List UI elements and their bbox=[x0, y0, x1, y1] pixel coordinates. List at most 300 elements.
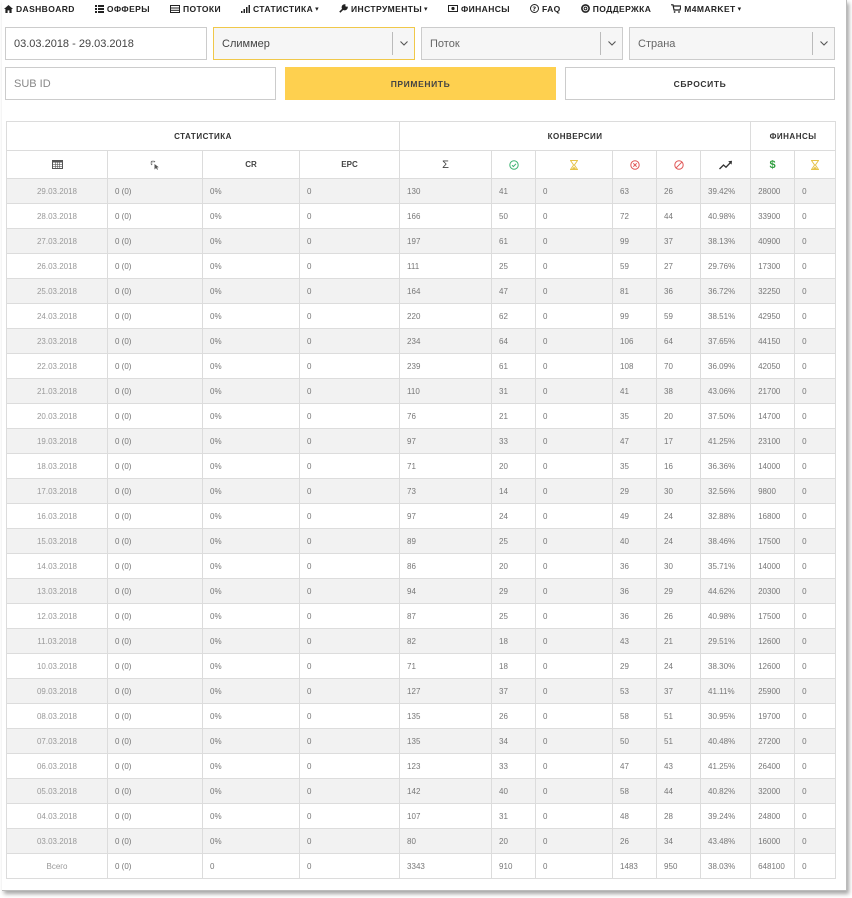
cell-approve-rate: 37.65% bbox=[701, 329, 751, 354]
cell-rejected: 59 bbox=[613, 254, 657, 279]
cell-approve-rate: 41.11% bbox=[701, 679, 751, 704]
table-row bbox=[7, 404, 836, 429]
cell-approve-rate: 35.71% bbox=[701, 554, 751, 579]
cell-date: 24.03.2018 bbox=[7, 304, 108, 329]
cell-trash: 30 bbox=[657, 479, 701, 504]
cell-approved: 25 bbox=[492, 254, 536, 279]
cell-clicks: 0 (0) bbox=[108, 729, 203, 754]
cell-approve-rate: 40.48% bbox=[701, 729, 751, 754]
offer-select-value: Слиммер bbox=[222, 37, 270, 50]
cell-hold: 0 bbox=[536, 304, 613, 329]
cell-trash: 38 bbox=[657, 379, 701, 404]
cell-total: 89 bbox=[400, 529, 492, 554]
table-row bbox=[7, 504, 836, 529]
cell-date: 19.03.2018 bbox=[7, 429, 108, 454]
cell-clicks: 0 (0) bbox=[108, 829, 203, 854]
nav-label: ФИНАНСЫ bbox=[460, 3, 511, 14]
cell-hold: 0 bbox=[536, 204, 613, 229]
subid-field[interactable] bbox=[5, 67, 276, 100]
cell-money-hold: 0 bbox=[795, 454, 836, 479]
cell-rejected: 106 bbox=[613, 329, 657, 354]
cell-money-hold: 0 bbox=[795, 379, 836, 404]
chevron-down-icon: ▾ bbox=[315, 5, 320, 13]
cell-approved: 21 bbox=[492, 404, 536, 429]
cell-hold: 0 bbox=[536, 254, 613, 279]
cell-approve-rate: 39.24% bbox=[701, 804, 751, 829]
col-header-money[interactable] bbox=[751, 151, 795, 179]
cell-date: 20.03.2018 bbox=[7, 404, 108, 429]
cell-hold: 0 bbox=[536, 479, 613, 504]
table-row bbox=[7, 329, 836, 354]
cell-trash: 36 bbox=[657, 279, 701, 304]
col-header-money-hold[interactable] bbox=[795, 151, 836, 179]
table-body bbox=[7, 179, 836, 879]
svg-text:?: ? bbox=[532, 5, 537, 13]
cell-money-hold: 0 bbox=[795, 329, 836, 354]
col-header-hold[interactable] bbox=[536, 151, 613, 179]
cell-date: 07.03.2018 bbox=[7, 729, 108, 754]
col-header-approved[interactable] bbox=[492, 151, 536, 179]
cell-total: 97 bbox=[400, 429, 492, 454]
cell-cr: 0% bbox=[203, 804, 300, 829]
cell-money-hold: 0 bbox=[795, 829, 836, 854]
cell-date: 03.03.2018 bbox=[7, 829, 108, 854]
cell-hold: 0 bbox=[536, 829, 613, 854]
nav-statistics[interactable] bbox=[241, 4, 319, 14]
cell-total: 82 bbox=[400, 629, 492, 654]
cell-date: 05.03.2018 bbox=[7, 779, 108, 804]
cell-clicks: 0 (0) bbox=[108, 654, 203, 679]
statistics-table bbox=[6, 121, 836, 879]
cell-trash: 34 bbox=[657, 829, 701, 854]
cell-epc: 0 bbox=[300, 229, 400, 254]
cell-rejected: 63 bbox=[613, 179, 657, 204]
home-icon bbox=[4, 5, 13, 13]
table-row bbox=[7, 654, 836, 679]
chevron-down-icon bbox=[392, 32, 414, 55]
col-header-total[interactable] bbox=[400, 151, 492, 179]
table-row bbox=[7, 629, 836, 654]
cell-hold: 0 bbox=[536, 654, 613, 679]
cell-clicks: 0 (0) bbox=[108, 254, 203, 279]
cell-epc: 0 bbox=[300, 704, 400, 729]
cell-trash: 64 bbox=[657, 329, 701, 354]
cell-trash: 17 bbox=[657, 429, 701, 454]
cell-trash: 44 bbox=[657, 779, 701, 804]
cell-money-hold: 0 bbox=[795, 254, 836, 279]
table-row bbox=[7, 354, 836, 379]
cell-hold: 0 bbox=[536, 779, 613, 804]
cell-date: 12.03.2018 bbox=[7, 604, 108, 629]
cell-epc: 0 bbox=[300, 404, 400, 429]
cell-epc: 0 bbox=[300, 554, 400, 579]
chevron-down-icon bbox=[600, 32, 622, 55]
date-range-input[interactable] bbox=[5, 27, 207, 60]
cell-money: 42050 bbox=[751, 354, 795, 379]
cell-trash: 28 bbox=[657, 804, 701, 829]
cell-money: 23100 bbox=[751, 429, 795, 454]
table-row bbox=[7, 179, 836, 204]
cell-approved: 25 bbox=[492, 529, 536, 554]
nav-label: СТАТИСТИКА bbox=[252, 3, 314, 14]
cell-epc: 0 bbox=[300, 354, 400, 379]
nav-label: FAQ bbox=[542, 3, 561, 14]
cell-rejected: 1483 bbox=[613, 854, 657, 879]
offer-select[interactable] bbox=[213, 27, 415, 60]
cell-approved: 47 bbox=[492, 279, 536, 304]
table-row bbox=[7, 679, 836, 704]
cell-hold: 0 bbox=[536, 354, 613, 379]
chevron-down-icon: ▾ bbox=[424, 5, 428, 13]
cell-clicks: 0 (0) bbox=[108, 329, 203, 354]
flows-icon bbox=[170, 5, 180, 13]
cell-hold: 0 bbox=[536, 729, 613, 754]
cell-epc: 0 bbox=[300, 479, 400, 504]
cell-cr: 0% bbox=[203, 554, 300, 579]
cell-approve-rate: 38.46% bbox=[701, 529, 751, 554]
cell-trash: 24 bbox=[657, 529, 701, 554]
dollar-icon: $ bbox=[769, 158, 776, 171]
table-row bbox=[7, 304, 836, 329]
cell-clicks: 0 (0) bbox=[108, 179, 203, 204]
cell-money-hold: 0 bbox=[795, 579, 836, 604]
cell-approved: 41 bbox=[492, 179, 536, 204]
cell-cr: 0% bbox=[203, 354, 300, 379]
cell-approved: 31 bbox=[492, 804, 536, 829]
cell-money-hold: 0 bbox=[795, 854, 836, 879]
table-row bbox=[7, 579, 836, 604]
cell-money: 19700 bbox=[751, 704, 795, 729]
cell-total: 135 bbox=[400, 704, 492, 729]
cell-cr: 0% bbox=[203, 479, 300, 504]
nav-support[interactable] bbox=[581, 4, 652, 14]
cell-clicks: 0 (0) bbox=[108, 429, 203, 454]
cell-cr: 0% bbox=[203, 729, 300, 754]
cell-cr: 0% bbox=[203, 379, 300, 404]
cell-money: 33900 bbox=[751, 204, 795, 229]
cell-approve-rate: 38.30% bbox=[701, 654, 751, 679]
cell-date: 22.03.2018 bbox=[7, 354, 108, 379]
cell-approved: 62 bbox=[492, 304, 536, 329]
cell-approve-rate: 40.98% bbox=[701, 204, 751, 229]
cell-hold: 0 bbox=[536, 629, 613, 654]
cell-rejected: 41 bbox=[613, 379, 657, 404]
cell-approved: 25 bbox=[492, 604, 536, 629]
cell-cr: 0% bbox=[203, 829, 300, 854]
cell-date: 28.03.2018 bbox=[7, 204, 108, 229]
cell-rejected: 99 bbox=[613, 229, 657, 254]
cell-approved: 40 bbox=[492, 779, 536, 804]
cell-rejected: 29 bbox=[613, 479, 657, 504]
cell-approved: 26 bbox=[492, 704, 536, 729]
cell-clicks: 0 (0) bbox=[108, 679, 203, 704]
cell-money-hold: 0 bbox=[795, 279, 836, 304]
cell-money-hold: 0 bbox=[795, 754, 836, 779]
nav-label: DASHBOARD bbox=[16, 3, 75, 14]
cell-approve-rate: 29.51% bbox=[701, 629, 751, 654]
cell-approved: 24 bbox=[492, 504, 536, 529]
cell-epc: 0 bbox=[300, 629, 400, 654]
flow-select-value: Поток bbox=[430, 37, 460, 50]
cell-money-hold: 0 bbox=[795, 529, 836, 554]
col-header-date[interactable] bbox=[7, 151, 108, 179]
cell-epc: 0 bbox=[300, 279, 400, 304]
wrench-icon bbox=[339, 4, 348, 13]
cell-total: 86 bbox=[400, 554, 492, 579]
cell-money: 14000 bbox=[751, 554, 795, 579]
cell-total: 107 bbox=[400, 804, 492, 829]
cell-clicks: 0 (0) bbox=[108, 504, 203, 529]
cell-total: 234 bbox=[400, 329, 492, 354]
cell-hold: 0 bbox=[536, 429, 613, 454]
cell-approved: 34 bbox=[492, 729, 536, 754]
cell-hold: 0 bbox=[536, 554, 613, 579]
cell-approved: 33 bbox=[492, 754, 536, 779]
cell-approve-rate: 41.25% bbox=[701, 429, 751, 454]
cell-approved: 61 bbox=[492, 229, 536, 254]
cell-money-hold: 0 bbox=[795, 429, 836, 454]
cell-total: 3343 bbox=[400, 854, 492, 879]
table-row bbox=[7, 379, 836, 404]
cell-epc: 0 bbox=[300, 204, 400, 229]
cell-date: 29.03.2018 bbox=[7, 179, 108, 204]
cell-cr: 0% bbox=[203, 754, 300, 779]
table-row bbox=[7, 454, 836, 479]
cell-trash: 51 bbox=[657, 729, 701, 754]
cell-approved: 18 bbox=[492, 629, 536, 654]
cell-cr: 0% bbox=[203, 204, 300, 229]
cell-hold: 0 bbox=[536, 754, 613, 779]
cell-cr: 0% bbox=[203, 629, 300, 654]
cell-approved: 33 bbox=[492, 429, 536, 454]
cell-clicks: 0 (0) bbox=[108, 304, 203, 329]
cell-money-hold: 0 bbox=[795, 654, 836, 679]
cell-total: 197 bbox=[400, 229, 492, 254]
nav-finance[interactable] bbox=[448, 4, 510, 14]
cell-epc: 0 bbox=[300, 754, 400, 779]
col-header-cr[interactable]: CR bbox=[203, 151, 300, 179]
cell-cr: 0% bbox=[203, 604, 300, 629]
cell-money: 24800 bbox=[751, 804, 795, 829]
cell-approve-rate: 41.25% bbox=[701, 754, 751, 779]
cell-total: 97 bbox=[400, 504, 492, 529]
cell-hold: 0 bbox=[536, 379, 613, 404]
cell-clicks: 0 (0) bbox=[108, 554, 203, 579]
cell-trash: 44 bbox=[657, 204, 701, 229]
table-row bbox=[7, 754, 836, 779]
cell-date: 18.03.2018 bbox=[7, 454, 108, 479]
app-window bbox=[2, 0, 847, 891]
cell-trash: 21 bbox=[657, 629, 701, 654]
cell-money-hold: 0 bbox=[795, 179, 836, 204]
cell-approved: 50 bbox=[492, 204, 536, 229]
cell-approve-rate: 38.51% bbox=[701, 304, 751, 329]
col-header-clicks[interactable] bbox=[108, 151, 203, 179]
cell-date: 06.03.2018 bbox=[7, 754, 108, 779]
cell-date: 26.03.2018 bbox=[7, 254, 108, 279]
nav-label: ПОДДЕРЖКА bbox=[592, 3, 652, 14]
bar-chart-icon bbox=[241, 5, 250, 13]
cell-clicks: 0 (0) bbox=[108, 404, 203, 429]
cell-money: 27200 bbox=[751, 729, 795, 754]
col-header-epc[interactable]: EPC bbox=[300, 151, 400, 179]
cell-money: 40900 bbox=[751, 229, 795, 254]
cell-trash: 20 bbox=[657, 404, 701, 429]
cell-trash: 24 bbox=[657, 504, 701, 529]
col-header-trash[interactable] bbox=[657, 151, 701, 179]
cell-money: 17300 bbox=[751, 254, 795, 279]
cell-hold: 0 bbox=[536, 704, 613, 729]
cell-cr: 0% bbox=[203, 404, 300, 429]
cell-rejected: 35 bbox=[613, 404, 657, 429]
table-row bbox=[7, 479, 836, 504]
cell-total: 164 bbox=[400, 279, 492, 304]
trend-up-icon bbox=[719, 160, 733, 170]
cell-epc: 0 bbox=[300, 829, 400, 854]
nav-tools[interactable] bbox=[339, 4, 428, 14]
nav-flows[interactable] bbox=[170, 4, 221, 14]
cell-approve-rate: 32.88% bbox=[701, 504, 751, 529]
top-nav bbox=[2, 0, 846, 17]
cell-date: 13.03.2018 bbox=[7, 579, 108, 604]
cell-hold: 0 bbox=[536, 504, 613, 529]
table-row bbox=[7, 804, 836, 829]
cell-date: 17.03.2018 bbox=[7, 479, 108, 504]
nav-dashboard[interactable] bbox=[4, 4, 75, 14]
cell-money: 32000 bbox=[751, 779, 795, 804]
cell-trash: 51 bbox=[657, 704, 701, 729]
apply-button[interactable]: ПРИМЕНИТЬ bbox=[285, 67, 556, 100]
country-select-value: Страна bbox=[638, 37, 676, 50]
cell-trash: 30 bbox=[657, 554, 701, 579]
cell-epc: 0 bbox=[300, 654, 400, 679]
cell-money-hold: 0 bbox=[795, 554, 836, 579]
cell-rejected: 40 bbox=[613, 529, 657, 554]
cell-money-hold: 0 bbox=[795, 604, 836, 629]
cart-icon bbox=[671, 4, 681, 13]
cell-epc: 0 bbox=[300, 779, 400, 804]
cell-rejected: 36 bbox=[613, 554, 657, 579]
cell-money: 12600 bbox=[751, 654, 795, 679]
cell-money: 25900 bbox=[751, 679, 795, 704]
nav-label: M4MARKET bbox=[684, 3, 736, 14]
cell-date: 27.03.2018 bbox=[7, 229, 108, 254]
cell-rejected: 49 bbox=[613, 504, 657, 529]
cell-trash: 43 bbox=[657, 754, 701, 779]
cell-date: 11.03.2018 bbox=[7, 629, 108, 654]
col-header-rejected[interactable] bbox=[613, 151, 657, 179]
cell-approved: 14 bbox=[492, 479, 536, 504]
cell-clicks: 0 (0) bbox=[108, 454, 203, 479]
flow-select[interactable] bbox=[421, 27, 623, 60]
cell-total: 142 bbox=[400, 779, 492, 804]
cell-epc: 0 bbox=[300, 504, 400, 529]
cell-clicks: 0 (0) bbox=[108, 479, 203, 504]
cell-money-hold: 0 bbox=[795, 729, 836, 754]
cell-money-hold: 0 bbox=[795, 204, 836, 229]
cell-money-hold: 0 bbox=[795, 679, 836, 704]
cell-approved: 29 bbox=[492, 579, 536, 604]
cell-approve-rate: 40.98% bbox=[701, 604, 751, 629]
cell-cr: 0% bbox=[203, 529, 300, 554]
reset-button[interactable]: СБРОСИТЬ bbox=[565, 67, 835, 100]
cell-total: 166 bbox=[400, 204, 492, 229]
cell-epc: 0 bbox=[300, 329, 400, 354]
cell-rejected: 43 bbox=[613, 629, 657, 654]
cell-total: 135 bbox=[400, 729, 492, 754]
cell-money: 44150 bbox=[751, 329, 795, 354]
col-header-approve-rate[interactable] bbox=[701, 151, 751, 179]
cell-money: 17500 bbox=[751, 529, 795, 554]
cell-hold: 0 bbox=[536, 579, 613, 604]
cell-rejected: 81 bbox=[613, 279, 657, 304]
money-icon bbox=[448, 5, 458, 12]
cell-approve-rate: 40.82% bbox=[701, 779, 751, 804]
nav-label: ПОТОКИ bbox=[182, 3, 221, 14]
nav-m4market[interactable] bbox=[671, 4, 741, 14]
cell-approved: 37 bbox=[492, 679, 536, 704]
cell-clicks: 0 (0) bbox=[108, 279, 203, 304]
cell-approve-rate: 30.95% bbox=[701, 704, 751, 729]
cell-epc: 0 bbox=[300, 529, 400, 554]
cell-clicks: 0 (0) bbox=[108, 229, 203, 254]
list-icon bbox=[95, 5, 104, 13]
close-circle-icon bbox=[630, 160, 640, 170]
cell-approve-rate: 38.03% bbox=[701, 854, 751, 879]
cell-rejected: 36 bbox=[613, 604, 657, 629]
cell-clicks: 0 (0) bbox=[108, 379, 203, 404]
table-row bbox=[7, 604, 836, 629]
cell-money-hold: 0 bbox=[795, 479, 836, 504]
calendar-icon bbox=[52, 160, 63, 169]
cell-hold: 0 bbox=[536, 404, 613, 429]
cell-approve-rate: 36.72% bbox=[701, 279, 751, 304]
cell-epc: 0 bbox=[300, 179, 400, 204]
cell-total: 80 bbox=[400, 829, 492, 854]
cell-total: 111 bbox=[400, 254, 492, 279]
cell-hold: 0 bbox=[536, 604, 613, 629]
cell-trash: 70 bbox=[657, 354, 701, 379]
cell-total: 94 bbox=[400, 579, 492, 604]
cell-money: 16000 bbox=[751, 829, 795, 854]
cell-date: 21.03.2018 bbox=[7, 379, 108, 404]
cell-rejected: 26 bbox=[613, 829, 657, 854]
cell-money: 14700 bbox=[751, 404, 795, 429]
cell-money: 9800 bbox=[751, 479, 795, 504]
subid-input[interactable] bbox=[14, 78, 275, 90]
cell-date: 15.03.2018 bbox=[7, 529, 108, 554]
cell-rejected: 72 bbox=[613, 204, 657, 229]
group-header-finance: ФИНАНСЫ bbox=[751, 122, 836, 151]
cell-cr: 0% bbox=[203, 179, 300, 204]
cell-clicks: 0 (0) bbox=[108, 754, 203, 779]
cell-hold: 0 bbox=[536, 454, 613, 479]
cell-trash: 24 bbox=[657, 654, 701, 679]
cell-date: Всего bbox=[7, 854, 108, 879]
cell-approve-rate: 29.76% bbox=[701, 254, 751, 279]
hourglass-icon bbox=[811, 160, 819, 170]
cell-rejected: 36 bbox=[613, 579, 657, 604]
cell-cr: 0% bbox=[203, 279, 300, 304]
cell-clicks: 0 (0) bbox=[108, 629, 203, 654]
cell-rejected: 50 bbox=[613, 729, 657, 754]
nav-offers[interactable] bbox=[95, 4, 150, 14]
country-select[interactable] bbox=[629, 27, 835, 60]
cell-cr: 0% bbox=[203, 304, 300, 329]
nav-faq[interactable] bbox=[530, 4, 561, 14]
cell-approved: 20 bbox=[492, 829, 536, 854]
cell-date: 04.03.2018 bbox=[7, 804, 108, 829]
